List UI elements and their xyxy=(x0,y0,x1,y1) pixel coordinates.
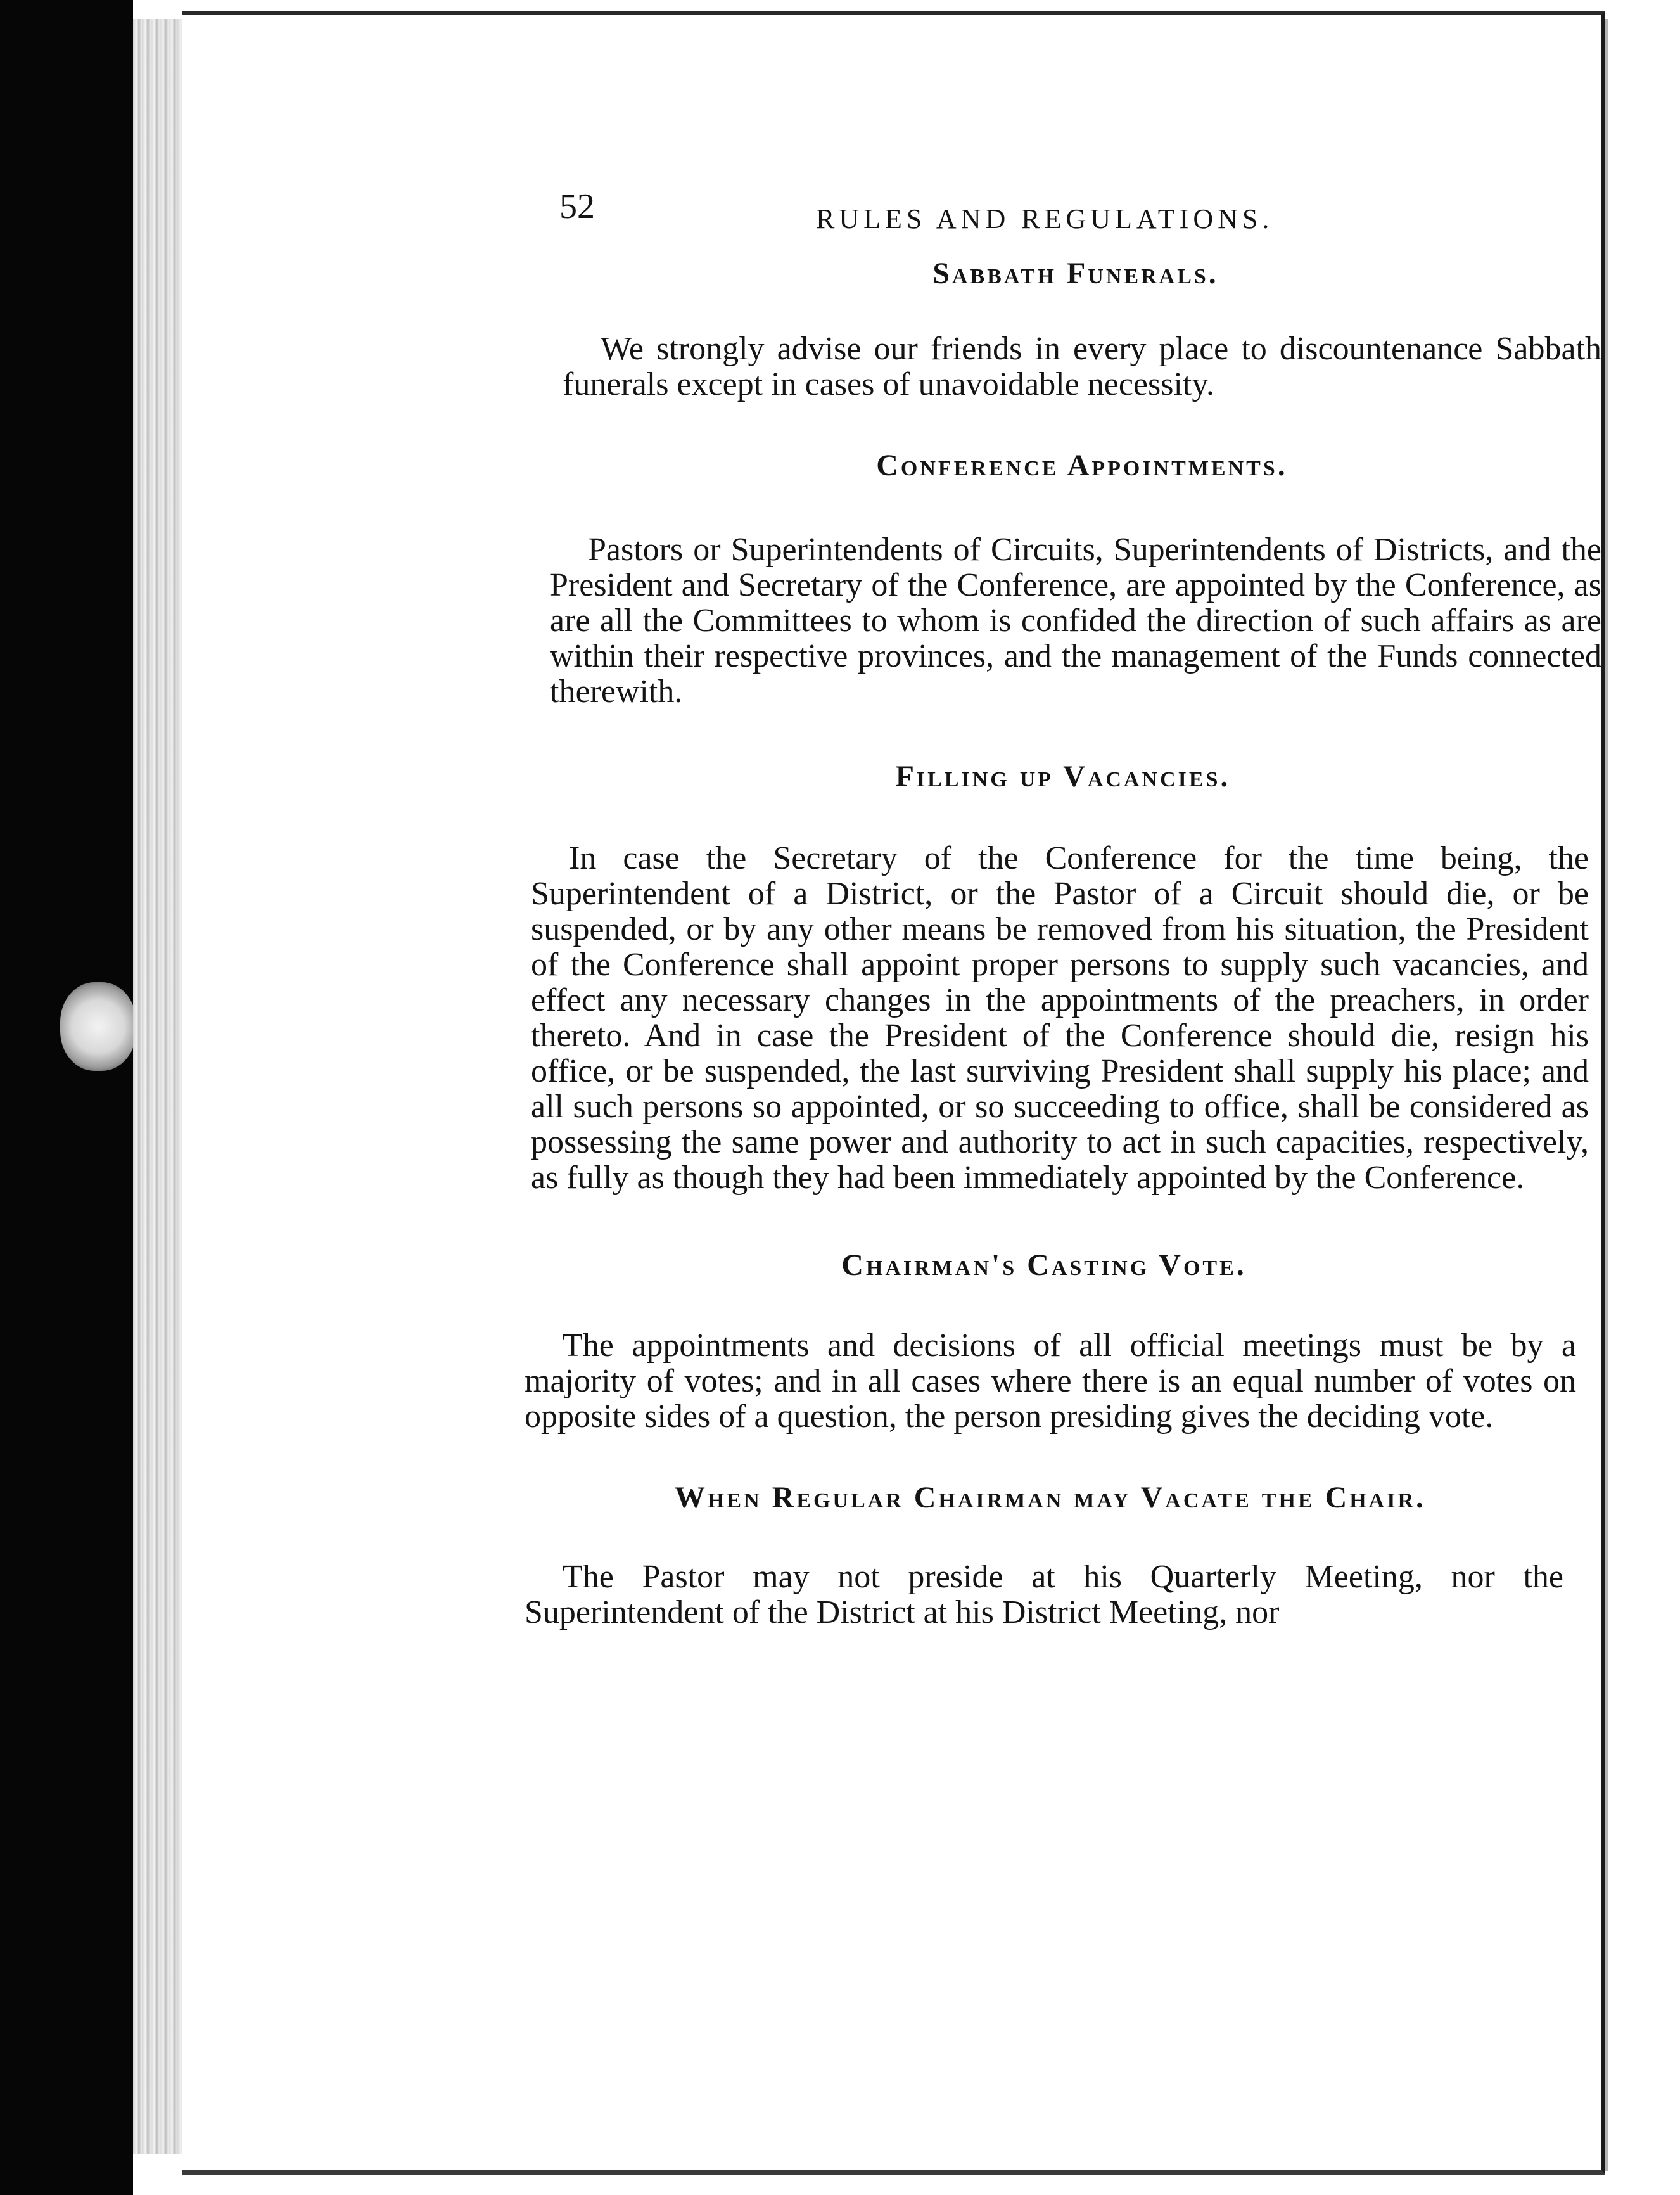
section-paragraph: We strongly advise our friends in every place to discountenance Sabbath funerals except in cases of unavoidable necessity. xyxy=(563,331,1601,402)
running-head: RULES AND REGULATIONS. xyxy=(816,203,1274,234)
section-paragraph: The Pastor may not preside at his Quarterly Meeting, nor the Superintendent of the District at his District Meeting, nor xyxy=(525,1559,1563,1630)
section-heading: Chairman's Casting Vote. xyxy=(841,1248,1247,1282)
section-heading: Filling up Vacancies. xyxy=(895,760,1231,793)
section-paragraph: Pastors or Superintendents of Circuits, Superintendents of Districts, and the President and Secretary of the Conference, are appointed by the Conference, as are all the Committees to whom is confided the direction of such affairs as are within their respective provinces, and the management of the Funds connected therewith. xyxy=(550,532,1601,710)
section-paragraph: In case the Secretary of the Conference for the time being, the Superintendent of a District, or the Pastor of a Circuit should die, or be suspended, or by any other means be removed from his situation, the President of the Conference shall appoint proper persons to supply such vacancies, and effect any necessary changes in the appointments of the preachers, in order thereto. And in case the President of the Conference should die, resign his office, or be suspended, the last surviving President shall supply his place; and all such persons so appointed, or so succeeding to office, shall be considered as possessing the same power and authority to act in such capacities, respectively, as fully as though they had been immediately appointed by the Conference. xyxy=(531,840,1589,1196)
page-number: 52 xyxy=(559,187,595,226)
section-paragraph: The appointments and decisions of all official meetings must be by a majority of votes; and in all cases where there is an equal number of votes on opposite sides of a question, the person presiding gives the deciding vote. xyxy=(525,1328,1576,1435)
scan-left-margin xyxy=(0,0,133,2195)
adjacent-page-edge xyxy=(1605,19,1680,2186)
library-stamp xyxy=(60,982,136,1071)
section-heading: Sabbath Funerals. xyxy=(932,257,1219,290)
section-heading: Conference Appointments. xyxy=(876,449,1288,482)
page-edges xyxy=(133,19,184,2154)
book-page xyxy=(182,11,1605,2175)
page-content xyxy=(525,186,1601,1630)
page-header xyxy=(525,186,1601,256)
section-heading: When Regular Chairman may Vacate the Chair. xyxy=(674,1481,1427,1514)
